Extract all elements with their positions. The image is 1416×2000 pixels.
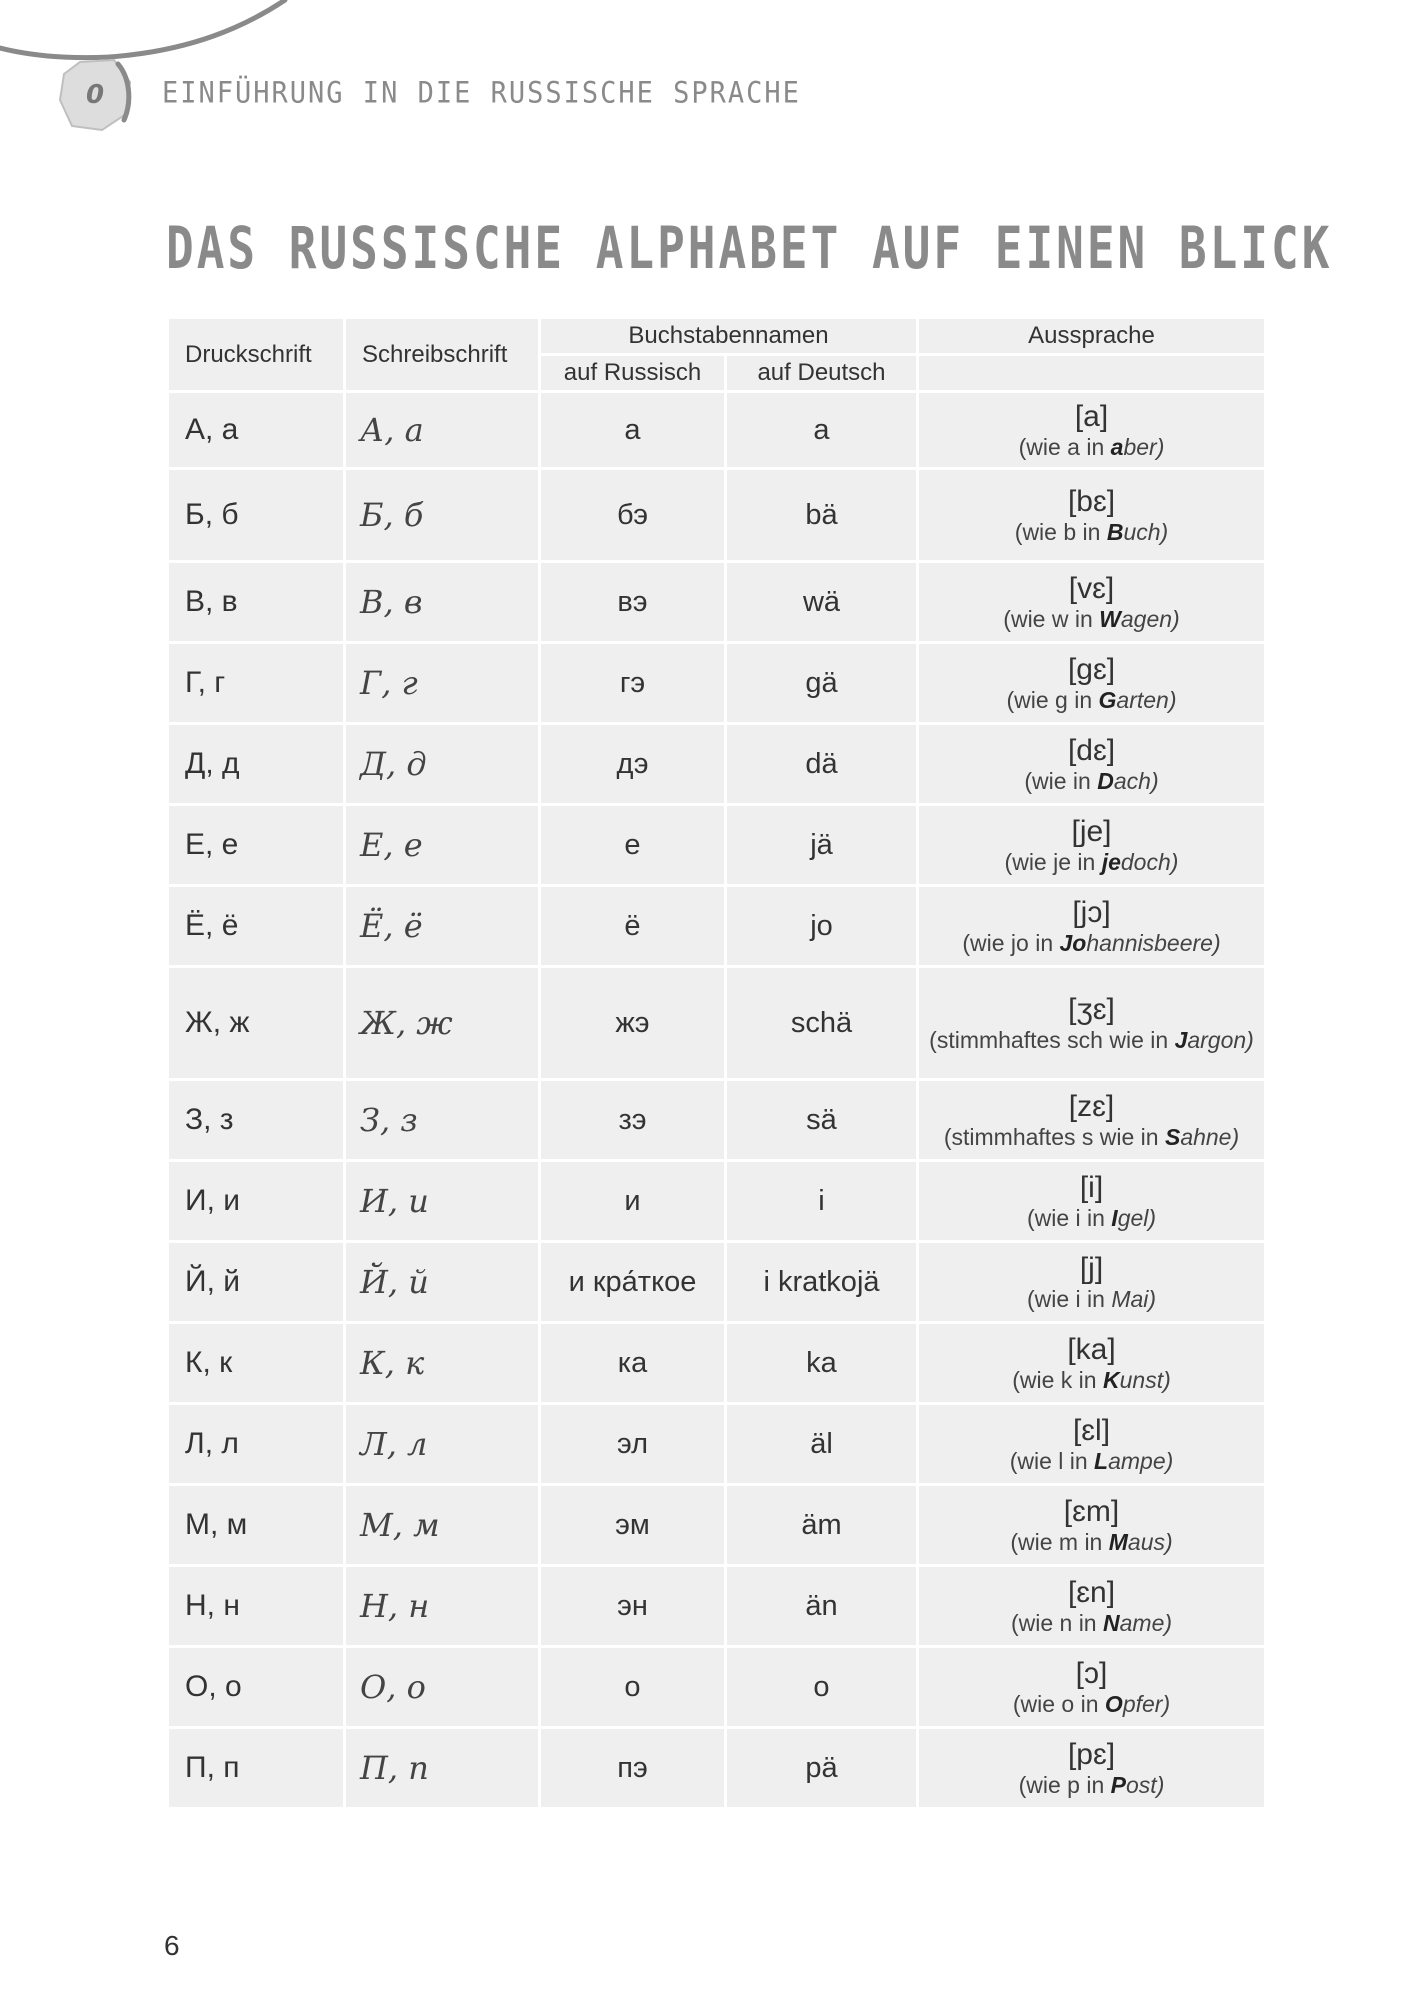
- pronunciation-example: [929, 1529, 1254, 1555]
- ipa-transcription: [zɛ]: [1068, 1089, 1115, 1123]
- ipa-transcription: [vɛ]: [1068, 571, 1115, 605]
- example-rest: ahne): [1180, 1124, 1240, 1151]
- ipa-transcription: [ɛn]: [1067, 1575, 1116, 1609]
- pronunciation-cell: [919, 1405, 1264, 1483]
- print-letter: З, з: [169, 1081, 343, 1159]
- letter-name-russian: е: [541, 806, 724, 884]
- table-row: [169, 563, 1264, 641]
- pronunciation-example: [929, 606, 1254, 632]
- example-prefix: (wie i in: [1026, 1286, 1112, 1313]
- ipa-transcription: [ɛl]: [1072, 1413, 1111, 1447]
- letter-name-german: wä: [727, 563, 916, 641]
- column-header-pronunciation-sub: [919, 356, 1264, 390]
- column-header-pronunciation: Aussprache: [919, 319, 1264, 353]
- example-prefix: (wie g in: [1006, 687, 1099, 714]
- pronunciation-example: [929, 1286, 1254, 1312]
- chapter-title: EINFÜHRUNG IN DIE RUSSISCHE SPRACHE: [162, 76, 801, 111]
- table-row: [169, 1324, 1264, 1402]
- table-row: [169, 1405, 1264, 1483]
- example-rest: unst): [1119, 1367, 1171, 1394]
- ipa-transcription: [je]: [1071, 814, 1112, 848]
- column-header-names: Buchstabennamen: [541, 319, 916, 353]
- ipa-transcription: [jɔ]: [1072, 895, 1111, 929]
- letter-name-russian: эл: [541, 1405, 724, 1483]
- letter-name-german: dä: [727, 725, 916, 803]
- pronunciation-example: [929, 1691, 1254, 1717]
- letter-name-russian: ка: [541, 1324, 724, 1402]
- print-letter: М, м: [169, 1486, 343, 1564]
- example-prefix: (stimmhaftes s wie in: [943, 1124, 1165, 1151]
- table-row: [169, 1243, 1264, 1321]
- example-rest: ame): [1119, 1610, 1173, 1637]
- example-rest: ampe): [1108, 1448, 1174, 1475]
- script-letter: Е, е: [346, 806, 538, 884]
- pronunciation-cell: [919, 1081, 1264, 1159]
- letter-name-russian: и: [541, 1162, 724, 1240]
- table-row: [169, 725, 1264, 803]
- alphabet-table: [166, 316, 1267, 1810]
- script-letter: В, в: [346, 563, 538, 641]
- letter-name-german: i kratkojä: [727, 1243, 916, 1321]
- ipa-transcription: [ʒɛ]: [1068, 992, 1115, 1026]
- letter-name-german: i: [727, 1162, 916, 1240]
- example-rest: uch): [1123, 519, 1169, 546]
- example-prefix: (stimmhaftes sch wie in: [929, 1027, 1175, 1054]
- print-letter: И, и: [169, 1162, 343, 1240]
- example-rest: Mai): [1111, 1286, 1157, 1313]
- print-letter: Й, й: [169, 1243, 343, 1321]
- table-row: [169, 1162, 1264, 1240]
- example-prefix: (wie l in: [1009, 1448, 1095, 1475]
- example-highlight: O: [1104, 1691, 1123, 1718]
- script-letter: К, к: [346, 1324, 538, 1402]
- print-letter: Д, д: [169, 725, 343, 803]
- table-row: [169, 470, 1264, 560]
- pronunciation-example: [929, 930, 1254, 956]
- print-letter: П, п: [169, 1729, 343, 1807]
- example-highlight: I: [1111, 1205, 1118, 1232]
- script-letter: А, а: [346, 393, 538, 467]
- pronunciation-example: [929, 849, 1254, 875]
- pronunciation-cell: [919, 1567, 1264, 1645]
- example-rest: agen): [1120, 606, 1180, 633]
- example-rest: aus): [1127, 1529, 1173, 1556]
- example-prefix: (wie w in: [1003, 606, 1100, 633]
- example-rest: arten): [1116, 687, 1177, 714]
- example-prefix: (wie k in: [1012, 1367, 1103, 1394]
- letter-name-german: än: [727, 1567, 916, 1645]
- pronunciation-example: [929, 519, 1254, 545]
- print-letter: Б, б: [169, 470, 343, 560]
- example-rest: ach): [1113, 768, 1159, 795]
- example-prefix: (wie m in: [1010, 1529, 1109, 1556]
- example-rest: gel): [1117, 1205, 1157, 1232]
- print-letter: А, а: [169, 393, 343, 467]
- example-prefix: (wie i in: [1026, 1205, 1112, 1232]
- pronunciation-cell: [919, 563, 1264, 641]
- pronunciation-cell: [919, 1648, 1264, 1726]
- example-highlight: N: [1103, 1610, 1120, 1637]
- letter-name-german: a: [727, 393, 916, 467]
- pronunciation-cell: [919, 1324, 1264, 1402]
- example-highlight: G: [1098, 687, 1117, 714]
- example-rest: argon): [1187, 1027, 1254, 1054]
- example-prefix: (wie p in: [1018, 1772, 1111, 1799]
- pronunciation-cell: [919, 393, 1264, 467]
- pronunciation-cell: [919, 644, 1264, 722]
- example-highlight: a: [1110, 434, 1124, 461]
- pronunciation-cell: [919, 1162, 1264, 1240]
- letter-name-german: sä: [727, 1081, 916, 1159]
- script-letter: М, м: [346, 1486, 538, 1564]
- script-letter: Н, н: [346, 1567, 538, 1645]
- example-highlight: je: [1101, 849, 1121, 876]
- alphabet-table-body: [169, 393, 1264, 1807]
- table-row: [169, 1729, 1264, 1807]
- decorative-line: [0, 0, 320, 70]
- column-header-names-german: auf Deutsch: [727, 356, 916, 390]
- letter-name-russian: о: [541, 1648, 724, 1726]
- print-letter: Г, г: [169, 644, 343, 722]
- letter-name-german: o: [727, 1648, 916, 1726]
- table-row: [169, 1648, 1264, 1726]
- example-prefix: (wie in: [1024, 768, 1098, 795]
- example-rest: ost): [1126, 1772, 1165, 1799]
- example-highlight: J: [1174, 1027, 1188, 1054]
- table-row: [169, 393, 1264, 467]
- pronunciation-cell: [919, 887, 1264, 965]
- pronunciation-cell: [919, 968, 1264, 1078]
- table-row: [169, 1567, 1264, 1645]
- letter-name-german: gä: [727, 644, 916, 722]
- print-letter: Ё, ё: [169, 887, 343, 965]
- page-heading: DAS RUSSISCHE ALPHABET AUF EINEN BLICK: [166, 214, 1333, 282]
- script-letter: З, з: [346, 1081, 538, 1159]
- letter-name-russian: эн: [541, 1567, 724, 1645]
- example-rest: pfer): [1122, 1691, 1171, 1718]
- example-rest: ber): [1123, 434, 1165, 461]
- page-number: 6: [164, 1930, 180, 1961]
- column-header-names-russian: auf Russisch: [541, 356, 724, 390]
- print-letter: О, о: [169, 1648, 343, 1726]
- ipa-transcription: [j]: [1079, 1251, 1104, 1285]
- chapter-number: 0: [85, 80, 105, 110]
- print-letter: Ж, ж: [169, 968, 343, 1078]
- letter-name-german: jo: [727, 887, 916, 965]
- letter-name-russian: гэ: [541, 644, 724, 722]
- example-highlight: Jo: [1059, 930, 1087, 957]
- pronunciation-cell: [919, 725, 1264, 803]
- example-highlight: S: [1164, 1124, 1181, 1151]
- script-letter: Б, б: [346, 470, 538, 560]
- print-letter: Л, л: [169, 1405, 343, 1483]
- letter-name-german: äm: [727, 1486, 916, 1564]
- pronunciation-example: [929, 1610, 1254, 1636]
- letter-name-german: bä: [727, 470, 916, 560]
- script-letter: П, п: [346, 1729, 538, 1807]
- example-highlight: W: [1099, 606, 1121, 633]
- table-row: [169, 887, 1264, 965]
- letter-name-german: jä: [727, 806, 916, 884]
- example-highlight: P: [1110, 1772, 1127, 1799]
- example-prefix: (wie o in: [1012, 1691, 1105, 1718]
- pronunciation-cell: [919, 1243, 1264, 1321]
- column-header-script: Schreibschrift: [346, 319, 538, 390]
- ipa-transcription: [ɔ]: [1075, 1656, 1108, 1690]
- ipa-transcription: [i]: [1079, 1170, 1104, 1204]
- pronunciation-example: [929, 687, 1254, 713]
- pronunciation-cell: [919, 1729, 1264, 1807]
- letter-name-russian: а: [541, 393, 724, 467]
- example-rest: doch): [1120, 849, 1179, 876]
- script-letter: И, и: [346, 1162, 538, 1240]
- example-prefix: (wie jo in: [962, 930, 1060, 957]
- print-letter: В, в: [169, 563, 343, 641]
- letter-name-german: ka: [727, 1324, 916, 1402]
- pronunciation-cell: [919, 1486, 1264, 1564]
- print-letter: К, к: [169, 1324, 343, 1402]
- letter-name-russian: вэ: [541, 563, 724, 641]
- script-letter: Л, л: [346, 1405, 538, 1483]
- letter-name-german: äl: [727, 1405, 916, 1483]
- example-rest: hannisbeere): [1086, 930, 1221, 957]
- table-row: [169, 1486, 1264, 1564]
- ipa-transcription: [a]: [1074, 399, 1109, 433]
- letter-name-russian: пэ: [541, 1729, 724, 1807]
- letter-name-russian: и кра́ткое: [541, 1243, 724, 1321]
- letter-name-russian: ё: [541, 887, 724, 965]
- ipa-transcription: [pɛ]: [1067, 1737, 1116, 1771]
- script-letter: Г, г: [346, 644, 538, 722]
- script-letter: Д, д: [346, 725, 538, 803]
- example-prefix: (wie je in: [1004, 849, 1102, 876]
- ipa-transcription: [dɛ]: [1067, 733, 1116, 767]
- letter-name-russian: дэ: [541, 725, 724, 803]
- script-letter: Й, й: [346, 1243, 538, 1321]
- table-row: [169, 806, 1264, 884]
- print-letter: Е, е: [169, 806, 343, 884]
- pronunciation-example: [929, 768, 1254, 794]
- pronunciation-example: [929, 434, 1254, 460]
- script-letter: О, о: [346, 1648, 538, 1726]
- example-highlight: B: [1106, 519, 1124, 546]
- example-highlight: K: [1102, 1367, 1120, 1394]
- ipa-transcription: [ɛm]: [1063, 1494, 1120, 1528]
- example-highlight: D: [1097, 768, 1114, 795]
- letter-name-russian: эм: [541, 1486, 724, 1564]
- letter-name-german: schä: [727, 968, 916, 1078]
- ipa-transcription: [bɛ]: [1067, 484, 1116, 518]
- pronunciation-example: [929, 1367, 1254, 1393]
- column-header-print: Druckschrift: [169, 319, 343, 390]
- ipa-transcription: [ka]: [1067, 1332, 1116, 1366]
- letter-name-russian: зэ: [541, 1081, 724, 1159]
- letter-name-russian: бэ: [541, 470, 724, 560]
- example-prefix: (wie n in: [1010, 1610, 1103, 1637]
- table-row: [169, 644, 1264, 722]
- table-row: [169, 1081, 1264, 1159]
- table-row: [169, 968, 1264, 1078]
- letter-name-russian: жэ: [541, 968, 724, 1078]
- example-highlight: L: [1094, 1448, 1109, 1475]
- pronunciation-example: [929, 1772, 1254, 1798]
- pronunciation-example: [929, 1448, 1254, 1474]
- pronunciation-cell: [919, 470, 1264, 560]
- script-letter: Ж, ж: [346, 968, 538, 1078]
- pronunciation-example: [929, 1124, 1254, 1150]
- letter-name-german: pä: [727, 1729, 916, 1807]
- pronunciation-cell: [919, 806, 1264, 884]
- example-prefix: (wie b in: [1014, 519, 1107, 546]
- ipa-transcription: [gɛ]: [1067, 652, 1116, 686]
- pronunciation-example: [929, 1205, 1254, 1231]
- example-highlight: M: [1108, 1529, 1128, 1556]
- print-letter: Н, н: [169, 1567, 343, 1645]
- script-letter: Ё, ё: [346, 887, 538, 965]
- example-prefix: (wie a in: [1018, 434, 1111, 461]
- pronunciation-example: [929, 1027, 1254, 1053]
